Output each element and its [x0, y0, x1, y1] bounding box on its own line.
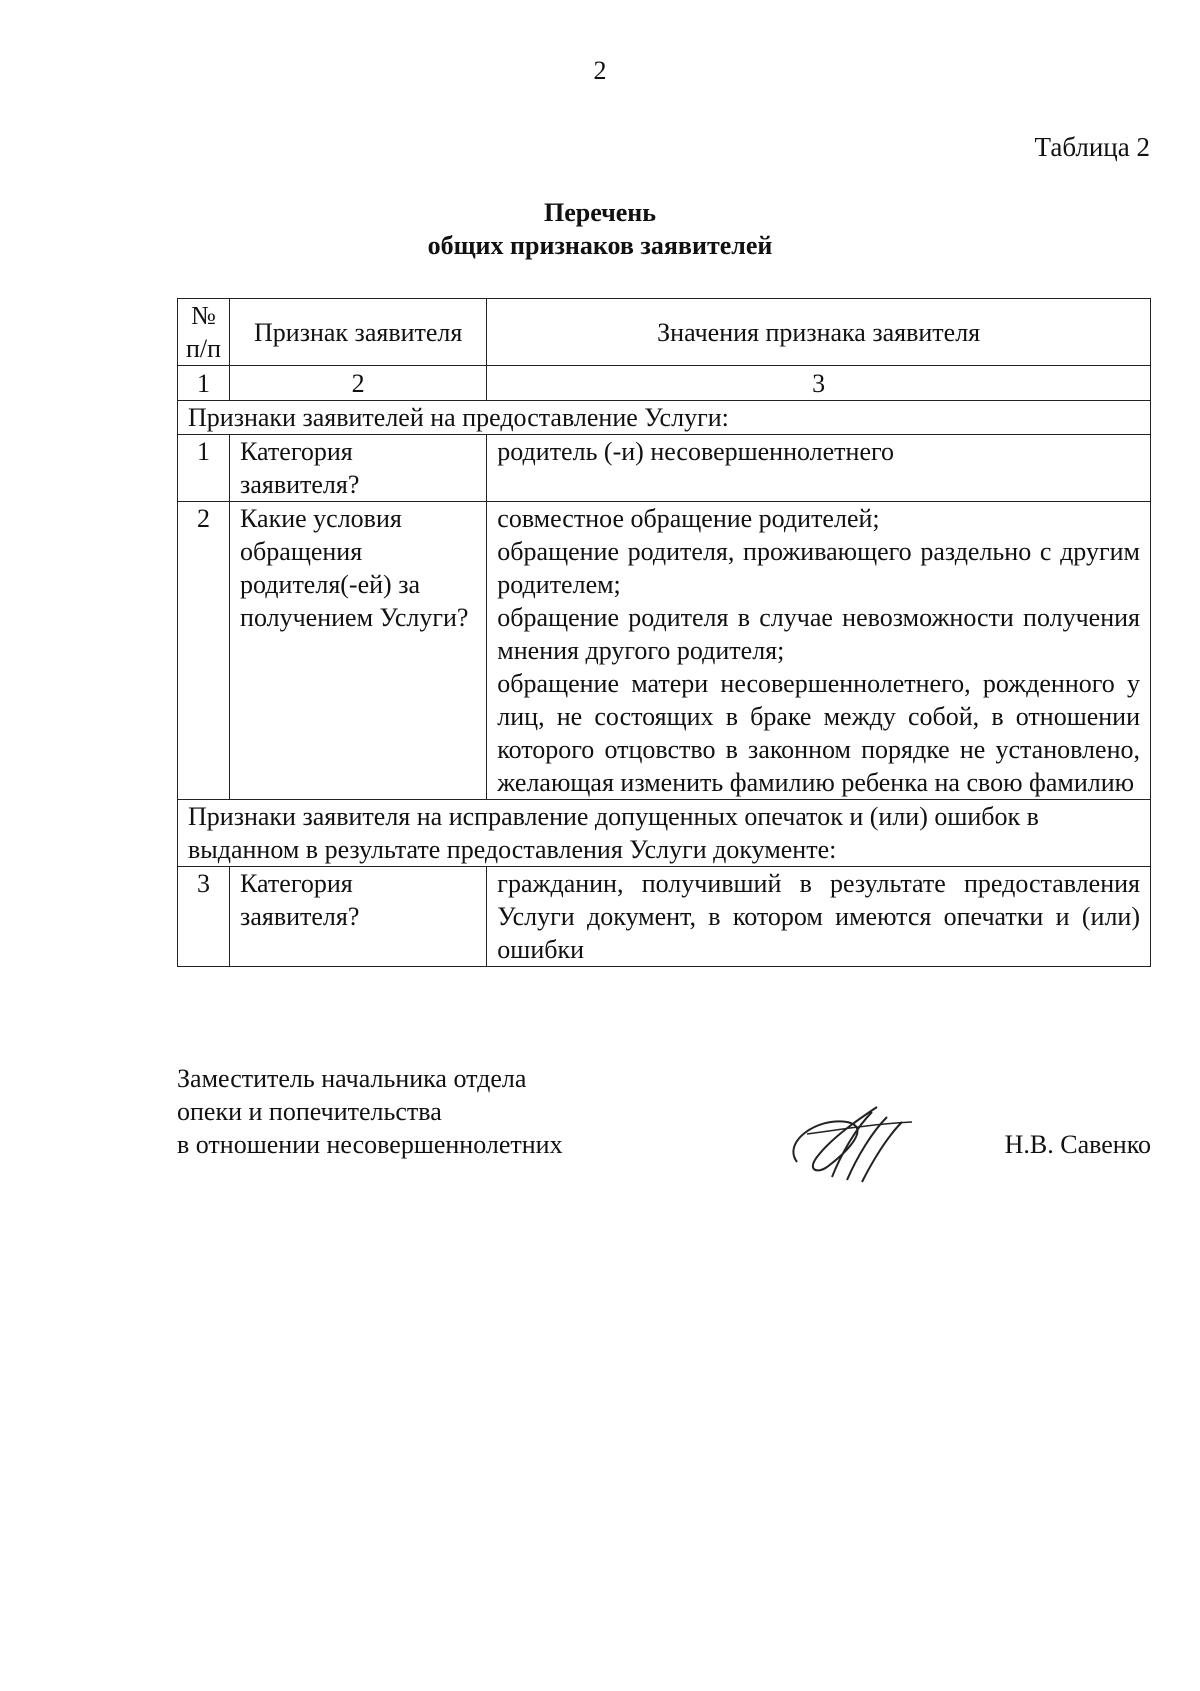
column-number: 1	[178, 366, 230, 401]
header-number: № п/п	[178, 299, 230, 366]
section-title: Признаки заявителя на исправление допущенных опечаток и (или) ошибок в выданном в результате предоставления Услуги документе:	[178, 800, 1151, 867]
applicant-features-table	[177, 298, 1151, 967]
row-number: 2	[178, 502, 230, 800]
value-line: обращение родителя, проживающего раздельно с другим родителем;	[497, 537, 1140, 599]
signatory-name: Н.В. Савенко	[1004, 1130, 1151, 1159]
section-title: Признаки заявителей на предоставление Услуги:	[178, 401, 1151, 435]
row-number: 3	[178, 867, 230, 967]
value-line: обращение родителя в случае невозможности получения мнения другого родителя;	[497, 603, 1140, 665]
title-line-1: Перечень	[543, 198, 657, 227]
column-number-row	[178, 366, 1151, 401]
handwritten-signature	[777, 1092, 927, 1192]
table-row	[178, 867, 1151, 967]
row-feature: Категория заявителя?	[230, 435, 487, 502]
column-number: 2	[230, 366, 487, 401]
table-row	[178, 502, 1151, 800]
table-row	[178, 435, 1151, 502]
page-number: 2	[593, 56, 607, 85]
signatory-position	[177, 1062, 563, 1161]
row-feature: Категория заявителя?	[230, 867, 487, 967]
title-line-2: общих признаков заявителей	[427, 231, 773, 260]
row-values	[487, 502, 1151, 800]
value-line: родитель (-и) несовершеннолетнего	[497, 437, 895, 466]
value-line: обращение матери несовершеннолетнего, рожденного у лиц, не состоящих в браке между собой, в отношении которого отцовство в законном порядке не установлено, желающая изменить фамилию ребенка на свою фамилию	[497, 669, 1140, 797]
header-feature: Признак заявителя	[230, 299, 487, 366]
document-title	[0, 196, 1200, 262]
column-number: 3	[487, 366, 1151, 401]
table-header-row	[178, 299, 1151, 366]
section-title-row	[178, 401, 1151, 435]
header-values: Значения признака заявителя	[487, 299, 1151, 366]
row-values	[487, 435, 1151, 502]
position-line: опеки и попечительства	[177, 1097, 442, 1126]
value-line: гражданин, получивший в результате предоставления Услуги документ, в котором имеются опечатки и (или) ошибки	[497, 869, 1140, 964]
row-number: 1	[178, 435, 230, 502]
position-line: Заместитель начальника отдела	[177, 1064, 527, 1093]
position-line: в отношении несовершеннолетних	[177, 1130, 563, 1159]
section-title-row	[178, 800, 1151, 867]
table-caption: Таблица 2	[1034, 132, 1150, 162]
row-values	[487, 867, 1151, 967]
row-feature: Какие условия обращения родителя(-ей) за получением Услуги?	[230, 502, 487, 800]
value-line: совместное обращение родителей;	[497, 504, 880, 533]
